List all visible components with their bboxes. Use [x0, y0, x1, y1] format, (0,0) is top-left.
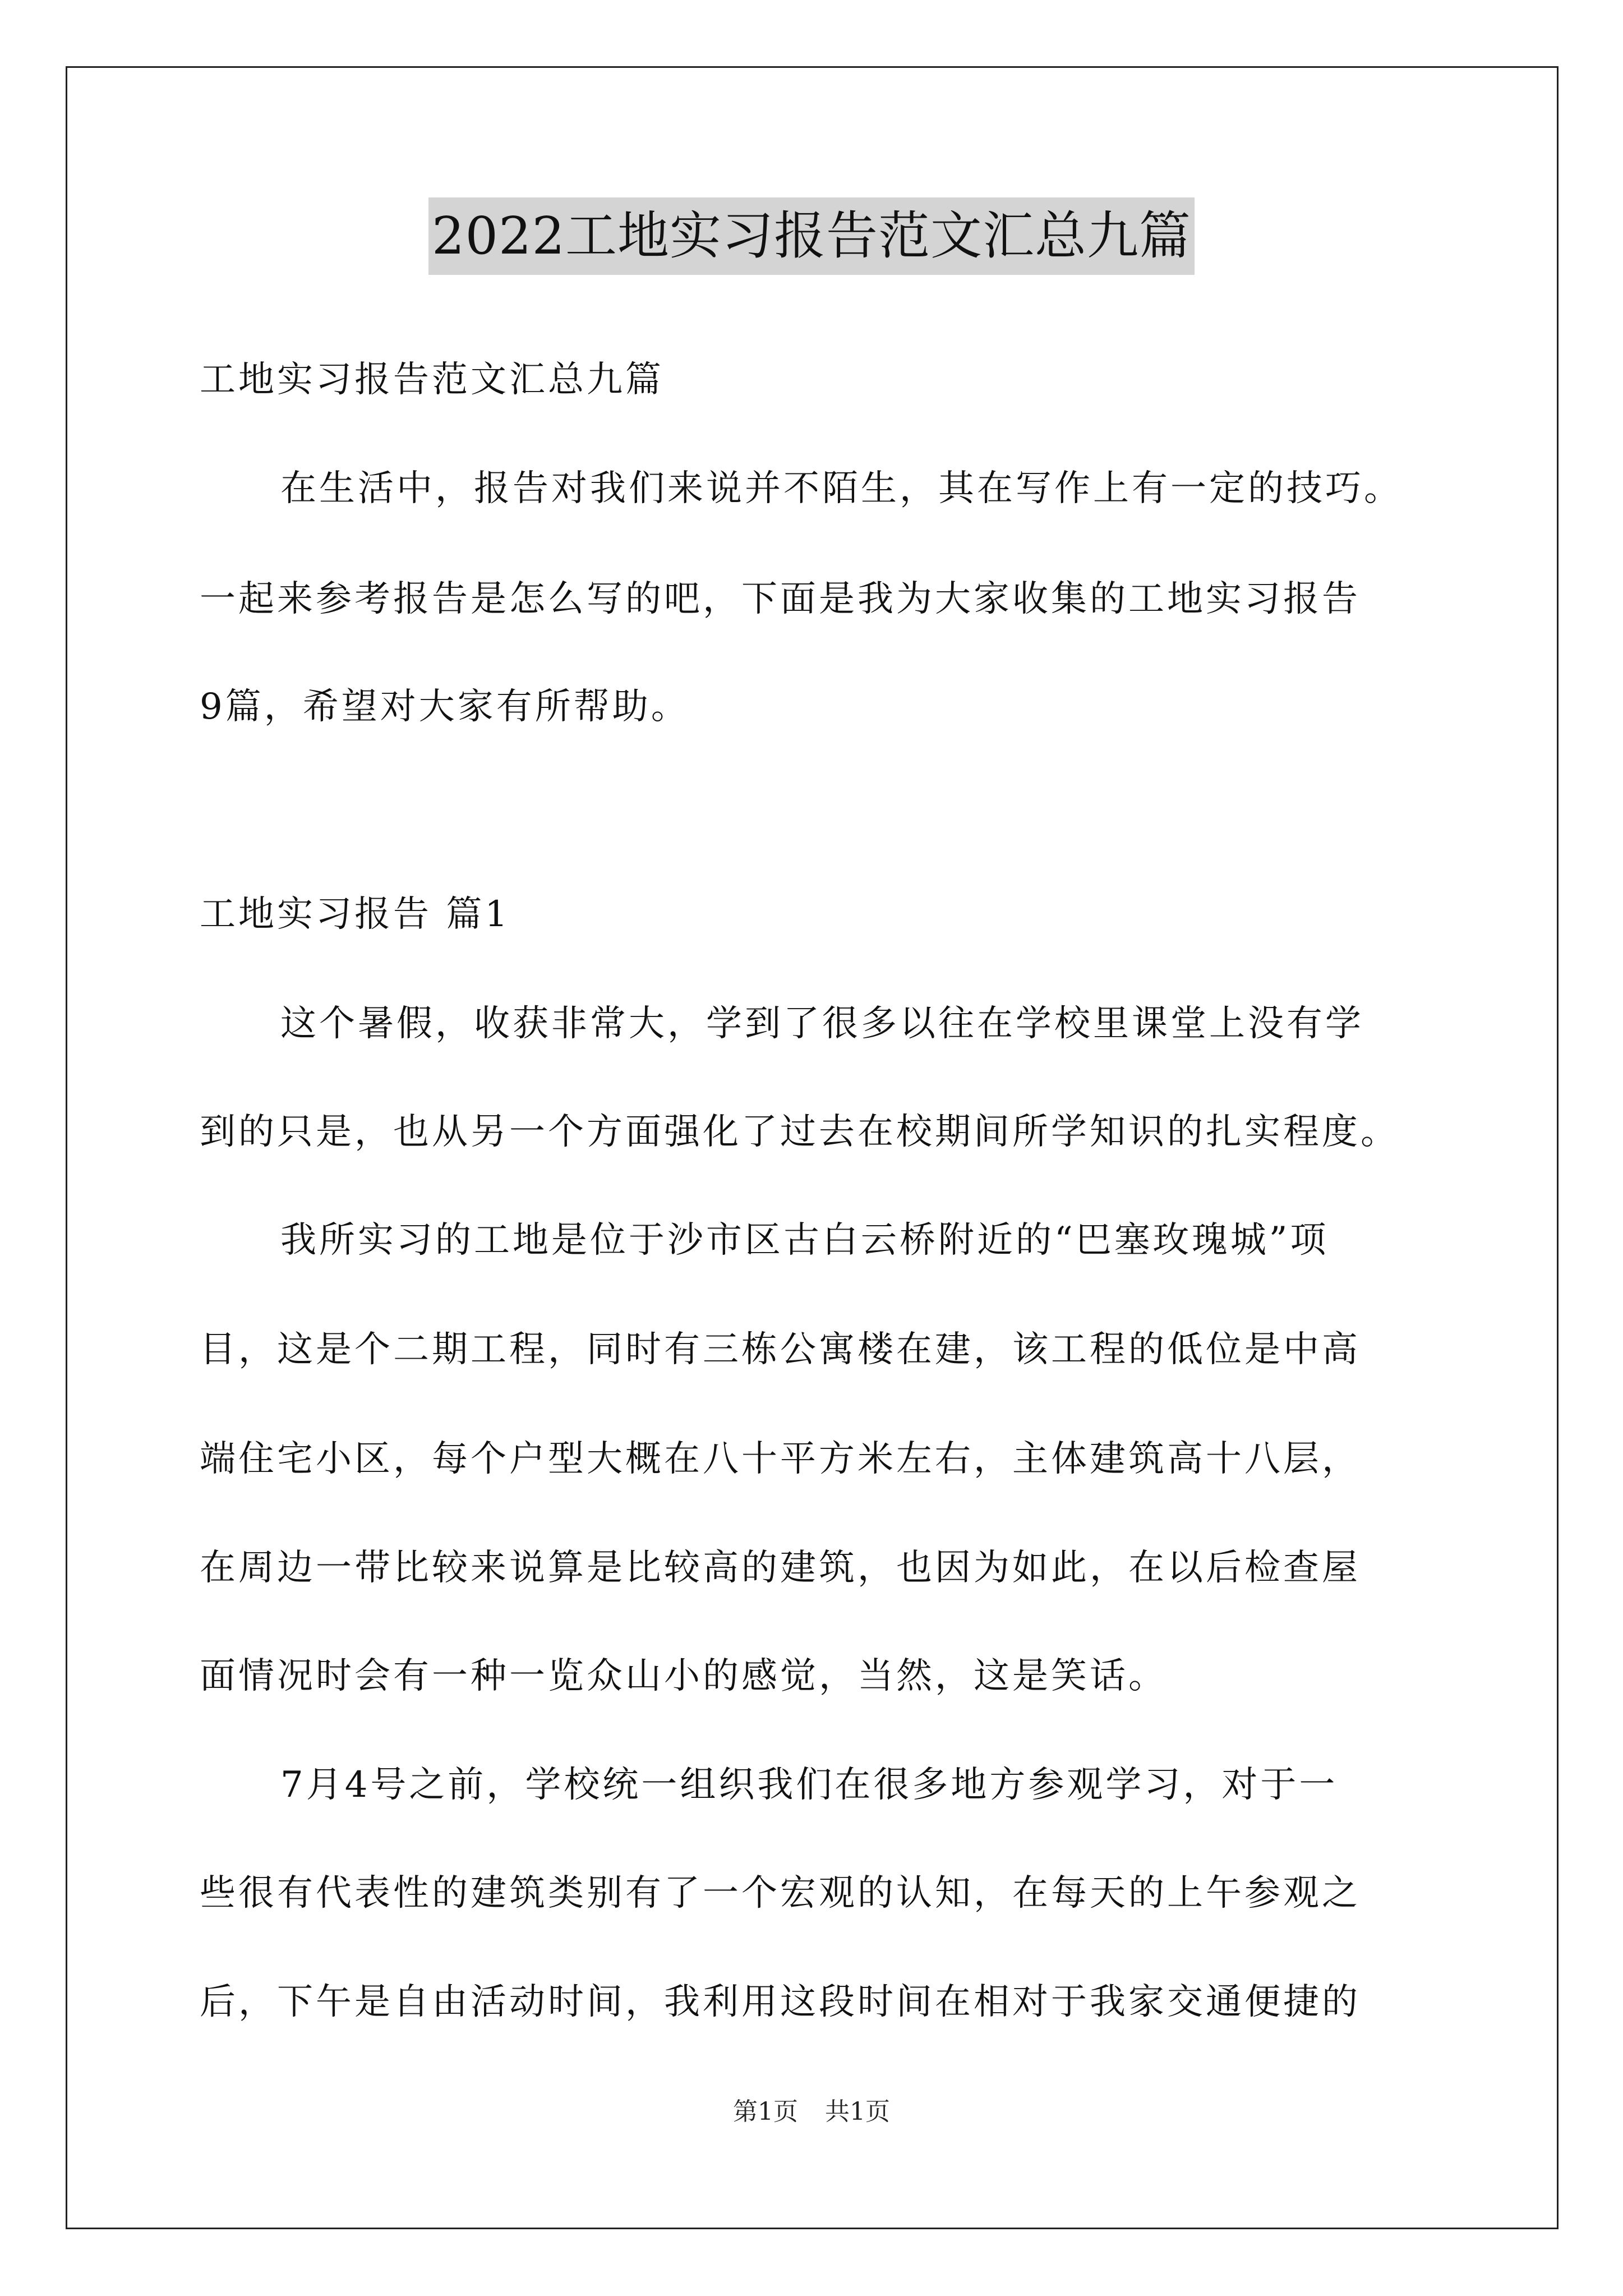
title-container — [0, 197, 1623, 275]
paragraph-line: 到的只是，也从另一个方面强化了过去在校期间所学知识的扎实程度。 — [200, 1111, 1399, 1153]
paragraph-line: 这个暑假，收获非常大，学到了很多以往在学校里课堂上没有学 — [280, 1003, 1364, 1045]
section-heading: 工地实习报告 篇1 — [200, 894, 511, 935]
paragraph-line: 端住宅小区，每个户型大概在八十平方米左右，主体建筑高十八层， — [200, 1438, 1361, 1480]
intro-line: 一起来参考报告是怎么写的吧，下面是我为大家收集的工地实习报告 — [200, 578, 1361, 620]
paragraph-line: 后，下午是自由活动时间，我利用这段时间在相对于我家交通便捷的 — [200, 1981, 1361, 2023]
page-footer — [0, 2095, 1623, 2129]
document-title: 2022工地实习报告范文汇总九篇 — [428, 197, 1195, 275]
paragraph-line: 些很有代表性的建筑类别有了一个宏观的认知，在每天的上午参观之 — [200, 1872, 1361, 1914]
paragraph-line: 我所实习的工地是位于沙市区古白云桥附近的“巴塞玫瑰城”项 — [280, 1220, 1329, 1261]
intro-line: 9篇，希望对大家有所帮助。 — [200, 686, 690, 728]
intro-line: 在生活中，报告对我们来说并不陌生，其在写作上有一定的技巧。 — [280, 468, 1403, 509]
paragraph-line: 在周边一带比较来说算是比较高的建筑，也因为如此，在以后检查屋 — [200, 1547, 1361, 1589]
paragraph-line: 面情况时会有一种一览众山小的感觉，当然，这是笑话。 — [200, 1655, 1167, 1697]
page-number: 第1页 — [733, 2097, 798, 2126]
paragraph-line: 目，这是个二期工程，同时有三栋公寓楼在建，该工程的低位是中高 — [200, 1329, 1361, 1370]
document-subtitle: 工地实习报告范文汇总九篇 — [200, 359, 664, 401]
paragraph-line: 7月4号之前，学校统一组织我们在很多地方参观学习，对于一 — [280, 1764, 1338, 1806]
page-total: 共1页 — [825, 2097, 890, 2126]
